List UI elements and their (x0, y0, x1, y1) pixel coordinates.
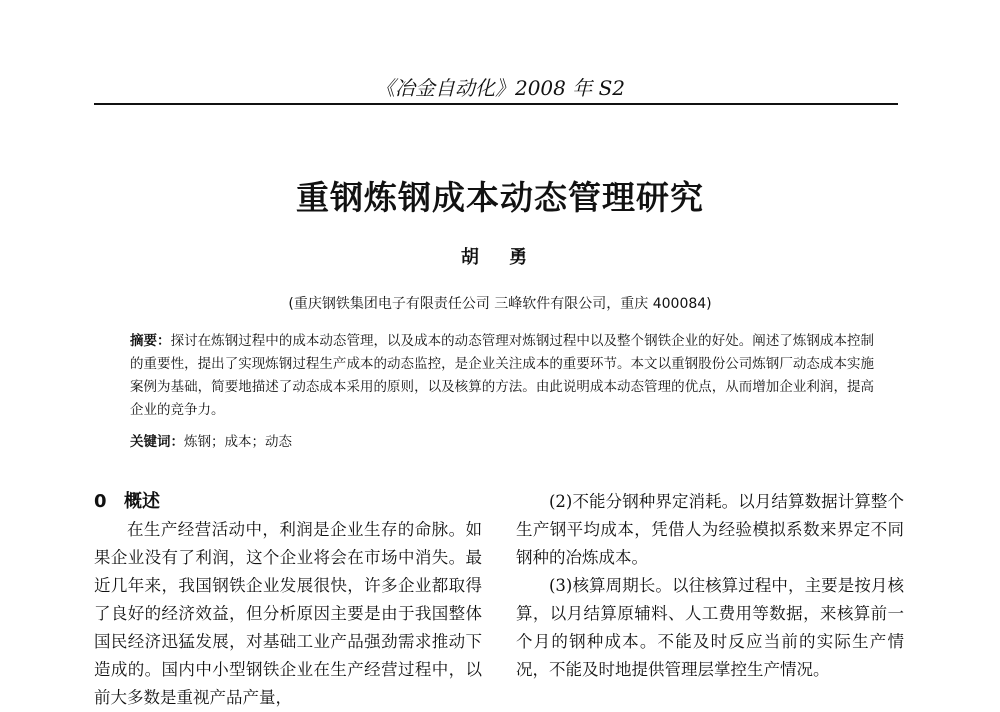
keywords-text: 炼钢；成本；动态 (184, 434, 292, 450)
author-name: 胡 勇 (460, 247, 540, 268)
header-rule (94, 103, 898, 105)
section-heading (94, 488, 482, 516)
keywords (130, 431, 874, 454)
body-paragraph-2: (2)不能分钢种界定消耗。以月结算数据计算整个生产钢平均成本，凭借人为经验模拟系数来界定不同钢种的冶炼成本。 (516, 492, 904, 567)
author-affiliation: (重庆钢铁集团电子有限责任公司 三峰软件有限公司，重庆 400084) (288, 296, 712, 312)
right-column (516, 488, 904, 684)
body-paragraph-3: (3)核算周期长。以往核算过程中，主要是按月核算，以月结算原辅料、人工费用等数据，来核算前一个月的钢种成本。不能及时反应当前的实际生产情况，不能及时地提供管理层掌控生产情况。 (516, 576, 904, 679)
paper-title: 重钢炼钢成本动态管理研究 (296, 178, 704, 217)
keywords-label: 关键词： (130, 434, 184, 450)
left-column (94, 488, 482, 712)
abstract (130, 330, 874, 422)
abstract-label: 摘要： (130, 333, 171, 349)
body-paragraph: 在生产经营活动中，利润是企业生存的命脉。如果企业没有了利润，这个企业将会在市场中消失。最近几年来，我国钢铁企业发展很快，许多企业都取得了良好的经济效益，但分析原因主要是由于我国整体国民经济迅猛发展，对基础工业产品强劲需求推动下造成的。国内中小型钢铁企业在生产经营过程中，以前大多数是重视产品产量， (94, 520, 482, 707)
abstract-text: 探讨在炼钢过程中的成本动态管理，以及成本的动态管理对炼钢过程中以及整个钢铁企业的好处。阐述了炼钢成本控制的重要性，提出了实现炼钢过程生产成本的动态监控，是企业关注成本的重要环节。本文以重钢股份公司炼钢厂动态成本实施案例为基础，简要地描述了动态成本采用的原则，以及核算的方法。由此说明成本动态管理的优点，从而增加企业利润，提高企业的竞争力。 (130, 333, 875, 418)
journal-header: 《冶金自动化》2008 年 S2 (374, 76, 626, 100)
section-number: 0 (94, 491, 107, 512)
section-title: 概述 (124, 491, 160, 512)
